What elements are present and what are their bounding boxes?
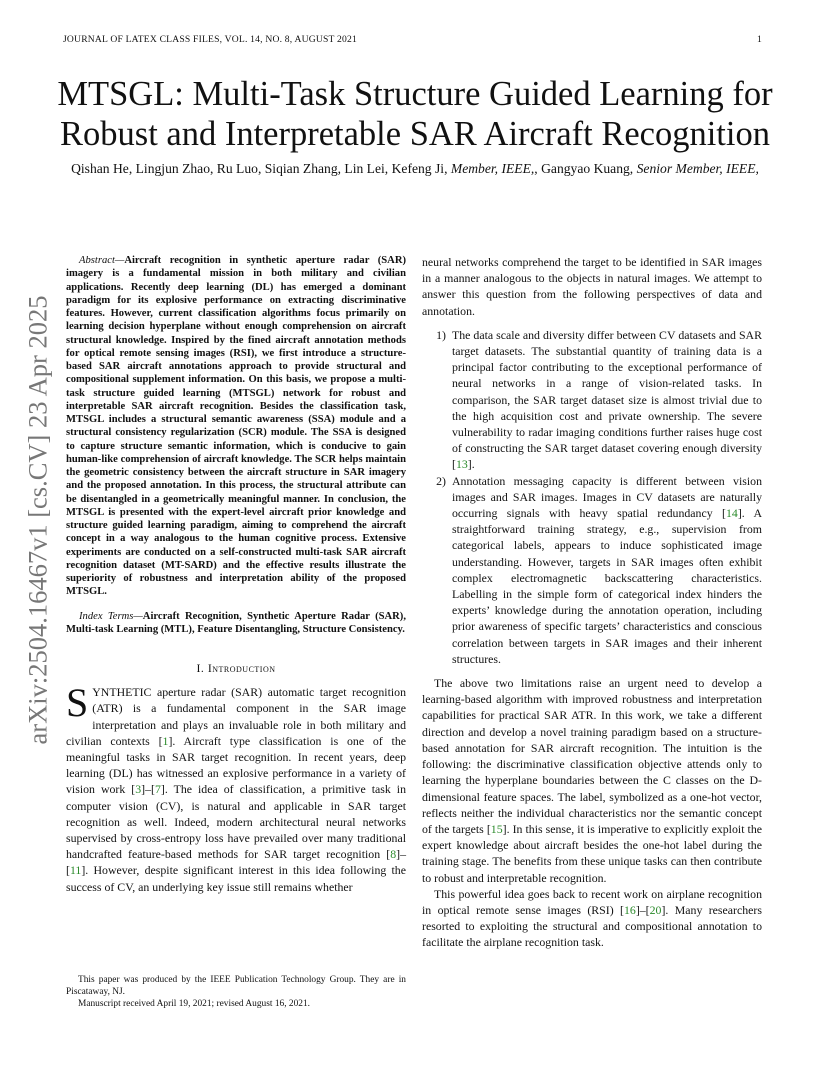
citation-link[interactable]: 11 xyxy=(69,863,82,878)
citation-link[interactable]: 3 xyxy=(135,782,142,797)
list-text-body: ]. A straightforward training strategy, e.g., supervision from categorical labels, appears to induce sophisticated image understanding. However, targets in SAR images often exhibit complex electromagnetic backscattering characteristics. Labelling in the simple form of categorical index hinders the experts’ knowledge during the annotation operation, including prior awareness of specific targets’ characteristics and conscious correlation between targets in SAR images and their inherent structures. xyxy=(452,506,762,666)
right-column xyxy=(422,254,762,951)
list-number: 1) xyxy=(436,327,446,342)
section-title: Introduction xyxy=(207,661,276,675)
list-text-body: The data scale and diversity differ between CV datasets and SAR target datasets. The substantial quantity of training data is a principal factor contributing to the exceptional performance of neural networks in a range of vision-related tasks. In comparison, the SAR target dataset size is almost trivial due to the high acquisition cost and private ownership. The severe vulnerability to radar imaging conditions further raises huge cost of constructing the SAR target dataset covering enough diversity [ xyxy=(452,327,762,472)
footnote: This paper was produced by the IEEE Publication Technology Group. They are in Piscataway, NJ. xyxy=(66,975,406,997)
citation-link[interactable]: 15 xyxy=(490,821,503,836)
list-text xyxy=(452,327,762,473)
intro-text: YNTHETIC aperture radar (SAR) automatic target recognition (ATR) is a fundamental component in the SAR image interpretation and plays an invaluable role in both military and civilian contexts [ xyxy=(66,685,406,748)
index-terms-label: Index Terms— xyxy=(79,610,143,622)
paragraph-text: ]. In this sense, it is imperative to explicitly exploit the expert knowledge about aircraft besides the one-hot label during the training stage. The benefits from these unique tasks can then contribute to robust and interpretable recognition. xyxy=(422,821,762,885)
index-terms xyxy=(66,610,406,637)
list-text-body: ]. xyxy=(467,457,475,472)
list-text-body: Annotation messaging capacity is different between vision images and SAR images. Images in CV datasets are naturally occurring signals with heavy spatial redundancy [ xyxy=(452,473,762,521)
intro-text: ]. The idea of classification, a primitive task in computer vision (CV), is natural and applicable in SAR target recognition as well. Indeed, modern architectural neural networks supervised by cross-entropy loss have prevailed over many traditional handcrafted feature-based methods for SAR target recognition [ xyxy=(66,782,406,862)
abstract-label: Abstract— xyxy=(79,255,125,266)
list-item xyxy=(422,327,762,473)
drop-cap: S xyxy=(66,680,89,726)
citation-link[interactable]: 20 xyxy=(649,902,662,917)
numbered-list xyxy=(422,327,762,667)
citation-link[interactable]: 7 xyxy=(154,782,161,797)
section-heading xyxy=(66,660,406,676)
list-text xyxy=(452,473,762,667)
list-item xyxy=(422,473,762,667)
author-list xyxy=(60,160,770,177)
section-numeral: I. xyxy=(196,661,205,675)
footnotes xyxy=(66,974,406,1010)
paragraph-text: The above two limitations raise an urgent need to develop a learning-based algorithm with improved robustness and interpretation capabilities for practical SAR ATR. In this work, we take a different direction and develop a novel training paradigm based on a structure-based annotation for SAR aircraft recognition. The intuition is the following: the discriminative classification objective attends only to learning the hyperplane boundaries between the C classes on the D-dimensional feature spaces. The label, symbolized as a one-hot vector, reflects neither the individual characteristics nor the semantic concept of the targets [ xyxy=(422,676,762,836)
body-paragraph xyxy=(422,675,762,886)
citation-link[interactable]: 8 xyxy=(390,847,397,862)
author-names-2: , Gangyao Kuang, xyxy=(534,161,634,176)
intro-text: ]. Aircraft type classification is one of the meaningful tasks in SAR target recognition. In recent years, deep learning (DL) has witnessed an explosive performance in a variety of vision work [ xyxy=(66,733,407,797)
left-column xyxy=(66,254,406,895)
intro-text: ]–[ xyxy=(66,847,406,878)
intro-text: ]. However, despite significant interest in this idea following the success of CV, an underlying key issue still remains whether xyxy=(66,863,406,894)
footnote: Manuscript received April 19, 2021; revised August 16, 2021. xyxy=(78,999,310,1009)
paragraph-text: This powerful idea goes back to recent work on airplane recognition in optical remote sense images (RSI) [ xyxy=(422,886,762,917)
arxiv-sidebar xyxy=(14,280,62,760)
intro-paragraph xyxy=(66,680,407,895)
intro-continuation: neural networks comprehend the target to be identified in SAR images in a manner analogous to the objects in natural images. We attempt to answer this question from the following perspectives of data and annotation. xyxy=(422,255,762,318)
author-names-1: Qishan He, Lingjun Zhao, Ru Luo, Siqian Zhang, Lin Lei, Kefeng Ji, xyxy=(71,161,448,176)
citation-link[interactable]: 1 xyxy=(162,733,169,748)
citation-link[interactable]: 14 xyxy=(725,506,738,521)
abstract-text: Aircraft recognition in synthetic aperture radar (SAR) imagery is a fundamental mission in both military and civilian applications. Recently deep learning (DL) has emerged a dominant paradigm for its explosive performance on extracting discriminative features. However, current classification algorithms focus primarily on learning decision hyperplane without enough comprehension on aircraft structural knowledge. Inspired by the fined aircraft annotation methods for optical remote sensing images (RSI), we first introduce a structure-based SAR aircraft annotations approach to provide structural and compositional supplement information. On this basis, we propose a multi-task structure guided learning (MTSGL) network for robust and interpretable SAR aircraft recognition. Besides the classification task, MTSGL includes a structural semantic awareness (SSA) module and a structural consistency regularization (SCR) module. The SSA is designed to capture structure semantic information, which is conducive to gain human-like comprehension of aircraft knowledge. The SCR helps maintain the geometric consistency between the aircraft structure in SAR imagery and the proposed annotation. In this process, the structural attribute can be disentangled in a geometrically meaningful manner. In conclusion, the MTSGL is presented with the expert-level aircraft prior knowledge and structure guided learning paradigm, aiming to comprehend the aircraft concept in a way analogous to the human cognitive process. Extensive experiments are conducted on a self-constructed multi-task SAR aircraft recognition dataset (MT-SARD) and the effective results illustrate the superiority of robustness and interpretation ability of the proposed MTSGL. xyxy=(66,255,406,598)
paragraph-text: ]. Many researchers resorted to exploiting the structural and compositional annotation to facilitate the airplane recognition task. xyxy=(422,902,762,950)
abstract xyxy=(66,254,406,599)
running-header: JOURNAL OF LATEX CLASS FILES, VOL. 14, NO. 8, AUGUST 2021 xyxy=(63,34,357,45)
arxiv-identifier: arXiv:2504.16467v1 [cs.CV] 23 Apr 2025 xyxy=(22,295,53,745)
citation-link[interactable]: 13 xyxy=(455,457,468,472)
body-paragraph xyxy=(422,886,762,951)
index-terms-text: Aircraft Recognition, Synthetic Aperture Radar (SAR), Multi-task Learning (MTL), Feature Disentangling, Structure Consistency. xyxy=(66,610,406,635)
intro-text: ]–[ xyxy=(141,782,155,797)
list-number: 2) xyxy=(436,473,446,488)
page-number: 1 xyxy=(757,34,762,45)
paragraph-text: ]–[ xyxy=(635,902,650,917)
author-affiliation-2: Senior Member, IEEE, xyxy=(636,161,759,176)
author-affiliation-1: Member, IEEE, xyxy=(450,161,535,176)
paper-title: MTSGL: Multi-Task Structure Guided Learning for Robust and Interpretable SAR Aircraft Recognition xyxy=(57,75,773,153)
citation-link[interactable]: 16 xyxy=(623,902,636,917)
